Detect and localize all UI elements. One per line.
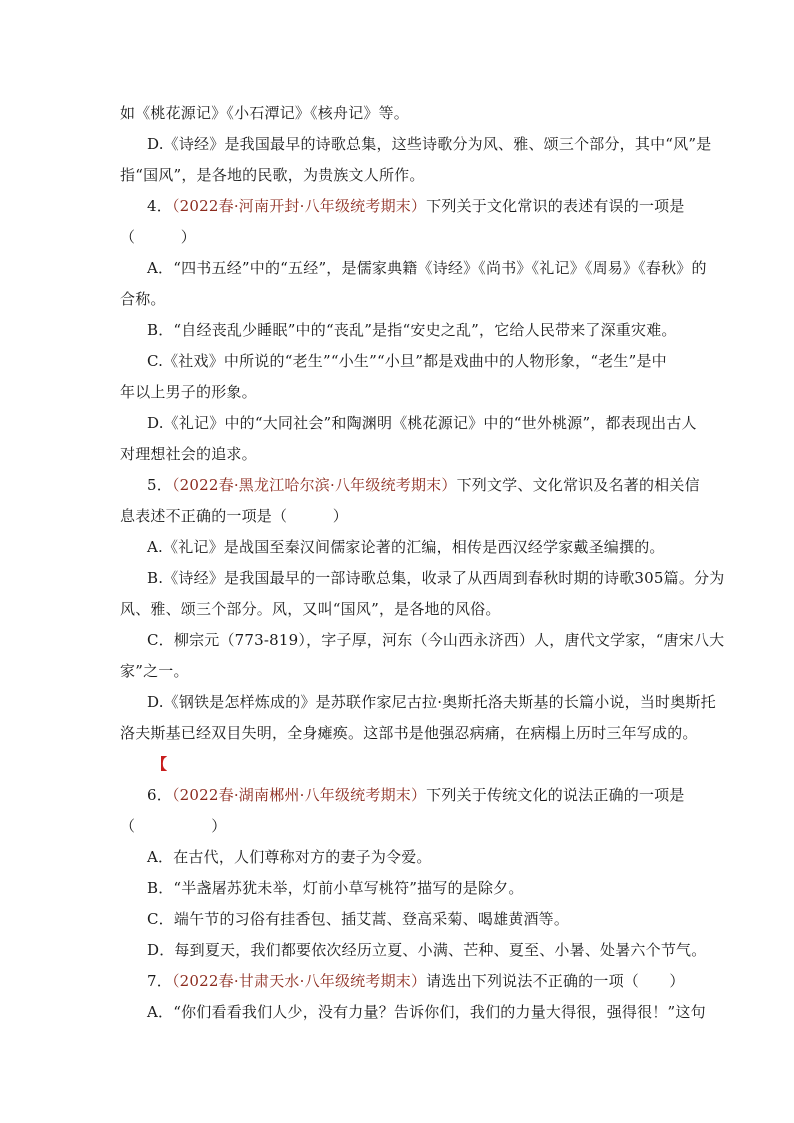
option-c: C．端午节的习俗有挂香包、插艾蒿、登高采菊、喝雄黄酒等。	[147, 910, 570, 928]
question-number: 5．	[147, 476, 172, 494]
option-a: A．“四书五经”中的“五经”，是儒家典籍《诗经》《尚书》《礼记》《周易》《春秋》的	[147, 259, 707, 277]
option-c: C.《社戏》中所说的“老生”“小生”“小旦”都是戏曲中的人物形象，“老生”是中	[147, 352, 667, 370]
option-b: B．“自经丧乱少睡眠”中的“丧乱”是指“安史之乱”，它给人民带来了深重灾难。	[147, 321, 677, 339]
question-source: （2022春·黑龙江哈尔滨·八年级统考期末）	[171, 476, 457, 494]
question-text: 请选出下列说法不正确的一项（ ）	[426, 972, 685, 990]
prev-option-d-continuation: 指“国风”，是各地的民歌，为贵族文人所作。	[120, 166, 425, 184]
option-b: B．“半盏屠苏犹未举，灯前小草写桃符”描写的是除夕。	[147, 879, 524, 897]
option-c-continuation: 家”之一。	[120, 662, 189, 680]
option-d-continuation: 洛夫斯基已经双目失明，全身瘫痪。这部书是他强忍病痛，在病榻上历时三年写成的。	[120, 724, 698, 742]
option-b-continuation: 风、雅、颂三个部分。风，又叫“国风”，是各地的风俗。	[120, 600, 501, 618]
question-4-stem	[120, 191, 685, 222]
question-number: 4．	[147, 197, 172, 215]
bracket-mark: 【	[152, 755, 168, 773]
question-source: （2022春·湖南郴州·八年级统考期末）	[171, 786, 427, 804]
question-7-stem	[120, 966, 685, 997]
answer-blank: （ ）	[120, 228, 197, 246]
prev-option-c-continuation: 如《桃花源记》《小石潭记》《核舟记》等。	[120, 104, 410, 122]
question-source: （2022春·河南开封·八年级统考期末）	[171, 197, 427, 215]
option-c-continuation: 年以上男子的形象。	[120, 383, 257, 401]
option-a: A．在古代，人们尊称对方的妻子为令爱。	[147, 848, 432, 866]
option-a: A．“你们看看我们人少，没有力量？告诉你们，我们的力量大得很，强得很！”这句	[147, 1003, 706, 1021]
option-d: D．每到夏天，我们都要依次经历立夏、小满、芒种、夏至、小暑、处暑六个节气。	[147, 941, 707, 959]
question-text: 下列文学、文化常识及名著的相关信	[456, 476, 700, 494]
prev-option-d: D.《诗经》是我国最早的诗歌总集，这些诗歌分为风、雅、颂三个部分，其中“风”是	[147, 135, 712, 153]
option-d: D.《钢铁是怎样炼成的》是苏联作家尼古拉·奥斯托洛夫斯基的长篇小说，当时奥斯托	[147, 693, 716, 711]
question-text: 下列关于传统文化的说法正确的一项是	[426, 786, 685, 804]
answer-blank: （ ）	[120, 817, 227, 835]
option-d: D.《礼记》中的“大同社会”和陶渊明《桃花源记》中的“世外桃源”，都表现出古人	[147, 414, 697, 432]
question-number: 6．	[147, 786, 172, 804]
option-c: C．柳宗元（773-819），字子厚，河东（今山西永济西）人，唐代文学家，“唐宋八大	[147, 631, 725, 649]
page-content	[120, 98, 725, 1028]
red-bracket-marker	[120, 749, 680, 780]
question-5-stem	[120, 470, 700, 501]
question-number: 7．	[147, 972, 172, 990]
question-source: （2022春·甘肃天水·八年级统考期末）	[171, 972, 427, 990]
option-a-continuation: 合称。	[120, 290, 166, 308]
option-a: A.《礼记》是战国至秦汉间儒家论著的汇编，相传是西汉经学家戴圣编撰的。	[147, 538, 665, 556]
option-b: B.《诗经》是我国最早的一部诗歌总集，收录了从西周到春秋时期的诗歌305篇。分为	[147, 569, 725, 587]
question-6-stem	[120, 780, 685, 811]
question-text: 下列关于文化常识的表述有误的一项是	[426, 197, 685, 215]
option-d-continuation: 对理想社会的追求。	[120, 445, 257, 463]
question-5-stem-continuation: 息表述不正确的一项是（ ）	[120, 507, 349, 525]
